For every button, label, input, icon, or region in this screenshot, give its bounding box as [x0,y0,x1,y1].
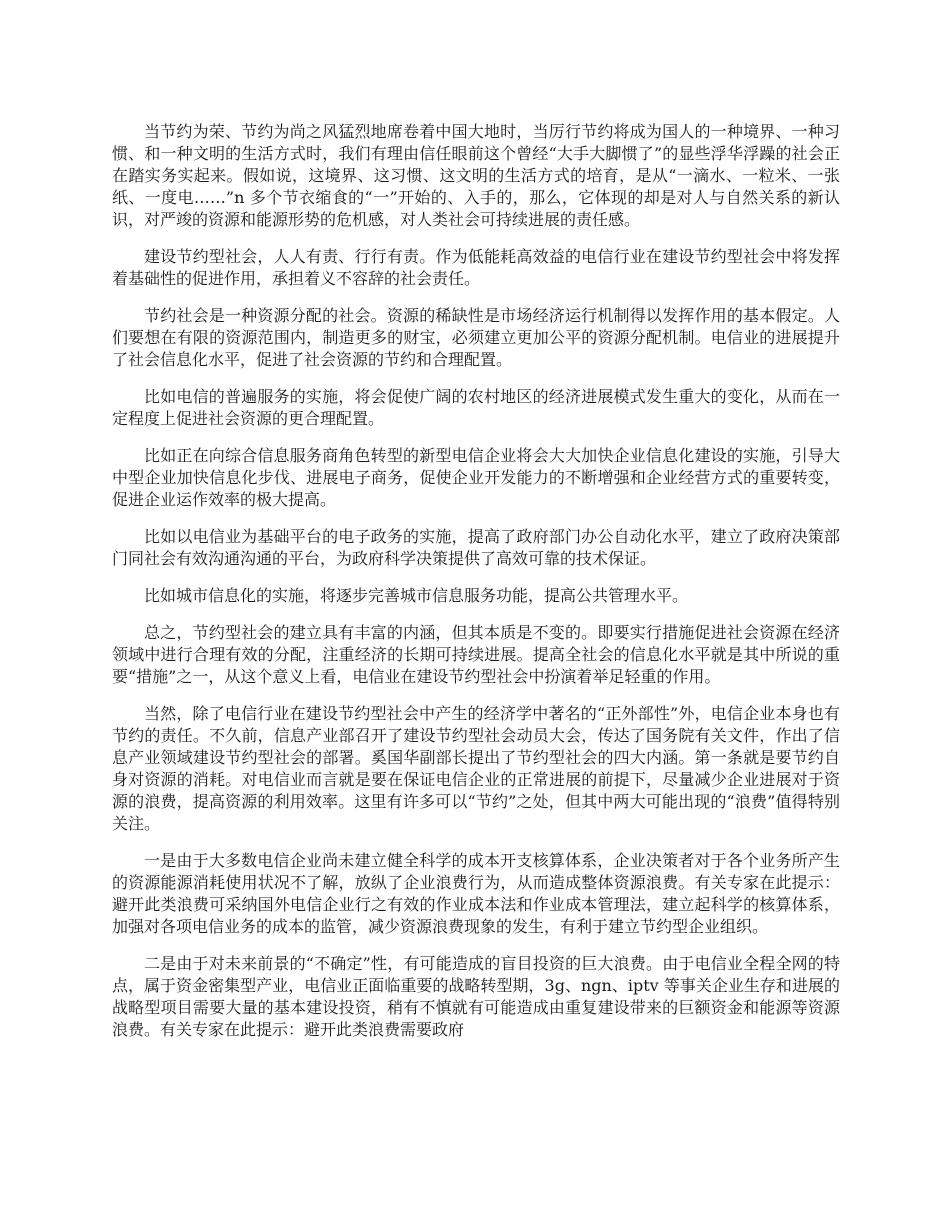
paragraph-2: 建设节约型社会，人人有责、行行有责。作为低能耗高效益的电信行业在建设节约型社会中将发挥着基础性的促进作用，承担着义不容辞的社会责任。 [112,247,840,288]
paragraph-11: 二是由于对未来前景的“不确定”性，有可能造成的盲目投资的巨大浪费。由于电信业全程全网的特点，属于资金密集型产业，电信业正面临重要的战略转型期，3g、ngn、iptv 等事关企业生存和进展的战略型项目需要大量的基本建设投资，稍有不慎就有可能造成由重复建设带来的巨额资金和能源等资源浪费。有关专家在此提示：避开此类浪费需要政府 [112,954,840,1039]
paragraph-8: 总之，节约型社会的建立具有丰富的内涵，但其本质是不变的。即要实行措施促进社会资源在经济领域中进行合理有效的分配，注重经济的长期可持续进展。提高全社会的信息化水平就是其中所说的重要“措施”之一，从这个意义上看，电信业在建设节约型社会中扮演着举足轻重的作用。 [112,623,840,686]
paragraph-6: 比如以电信业为基础平台的电子政务的实施，提高了政府部门办公自动化水平，建立了政府决策部门同社会有效沟通沟通的平台，为政府科学决策提供了高效可靠的技术保证。 [112,527,840,568]
paragraph-7: 比如城市信息化的实施，将逐步完善城市信息服务功能，提高公共管理水平。 [144,586,689,605]
paragraph-4: 比如电信的普遍服务的实施，将会促使广阔的农村地区的经济进展模式发生重大的变化，从而在一定程度上促进社会资源的更合理配置。 [112,387,840,428]
paragraph-9: 当然，除了电信行业在建设节约型社会中产生的经济学中著名的“正外部性”外，电信企业本身也有节约的责任。不久前，信息产业部召开了建设节约型社会动员大会，传达了国务院有关文件，作出了信息产业领域建设节约型社会的部署。奚国华副部长提出了节约型社会的四大内涵。第一条就是要节约自身对资源的消耗。对电信业而言就是要在保证电信企业的正常进展的前提下，尽量减少企业进展对于资源的浪费，提高资源的利用效率。这里有许多可以“节约”之处，但其中两大可能出现的“浪费”值得特别关注。 [112,704,840,833]
paragraph-5: 比如正在向综合信息服务商角色转型的新型电信企业将会大大加快企业信息化建设的实施，引导大中型企业加快信息化步伐、进展电子商务，促使企业开发能力的不断增强和企业经营方式的重要转变，促进企业运作效率的极大提高。 [112,446,840,509]
document-page [112,121,840,1056]
paragraph-1: 当节约为荣、节约为尚之风猛烈地席卷着中国大地时，当厉行节约将成为国人的一种境界、一种习惯、和一种文明的生活方式时，我们有理由信任眼前这个曾经“大手大脚惯了”的显些浮华浮躁的社会正在踏实务实起来。假如说，这境界、这习惯、这文明的生活方式的培育，是从“一滴水、一粒米、一张纸、一度电……”n 多个节衣缩食的“一”开始的、入手的，那么，它体现的却是对人与自然关系的新认识，对严竣的资源和能源形势的危机感，对人类社会可持续进展的责任感。 [112,122,840,229]
paragraph-3: 节约社会是一种资源分配的社会。资源的稀缺性是市场经济运行机制得以发挥作用的基本假定。人们要想在有限的资源范围内，制造更多的财宝，必须建立更加公平的资源分配机制。电信业的进展提升了社会信息化水平，促进了社会资源的节约和合理配置。 [112,306,840,369]
paragraph-10: 一是由于大多数电信企业尚未建立健全科学的成本开支核算体系，企业决策者对于各个业务所产生的资源能源消耗使用状况不了解，放纵了企业浪费行为，从而造成整体资源浪费。有关专家在此提示：避开此类浪费可采纳国外电信企业行之有效的作业成本法和作业成本管理法，建立起科学的核算体系，加强对各项电信业务的成本的监管，减少资源浪费现象的发生，有利于建立节约型企业组织。 [112,851,840,936]
